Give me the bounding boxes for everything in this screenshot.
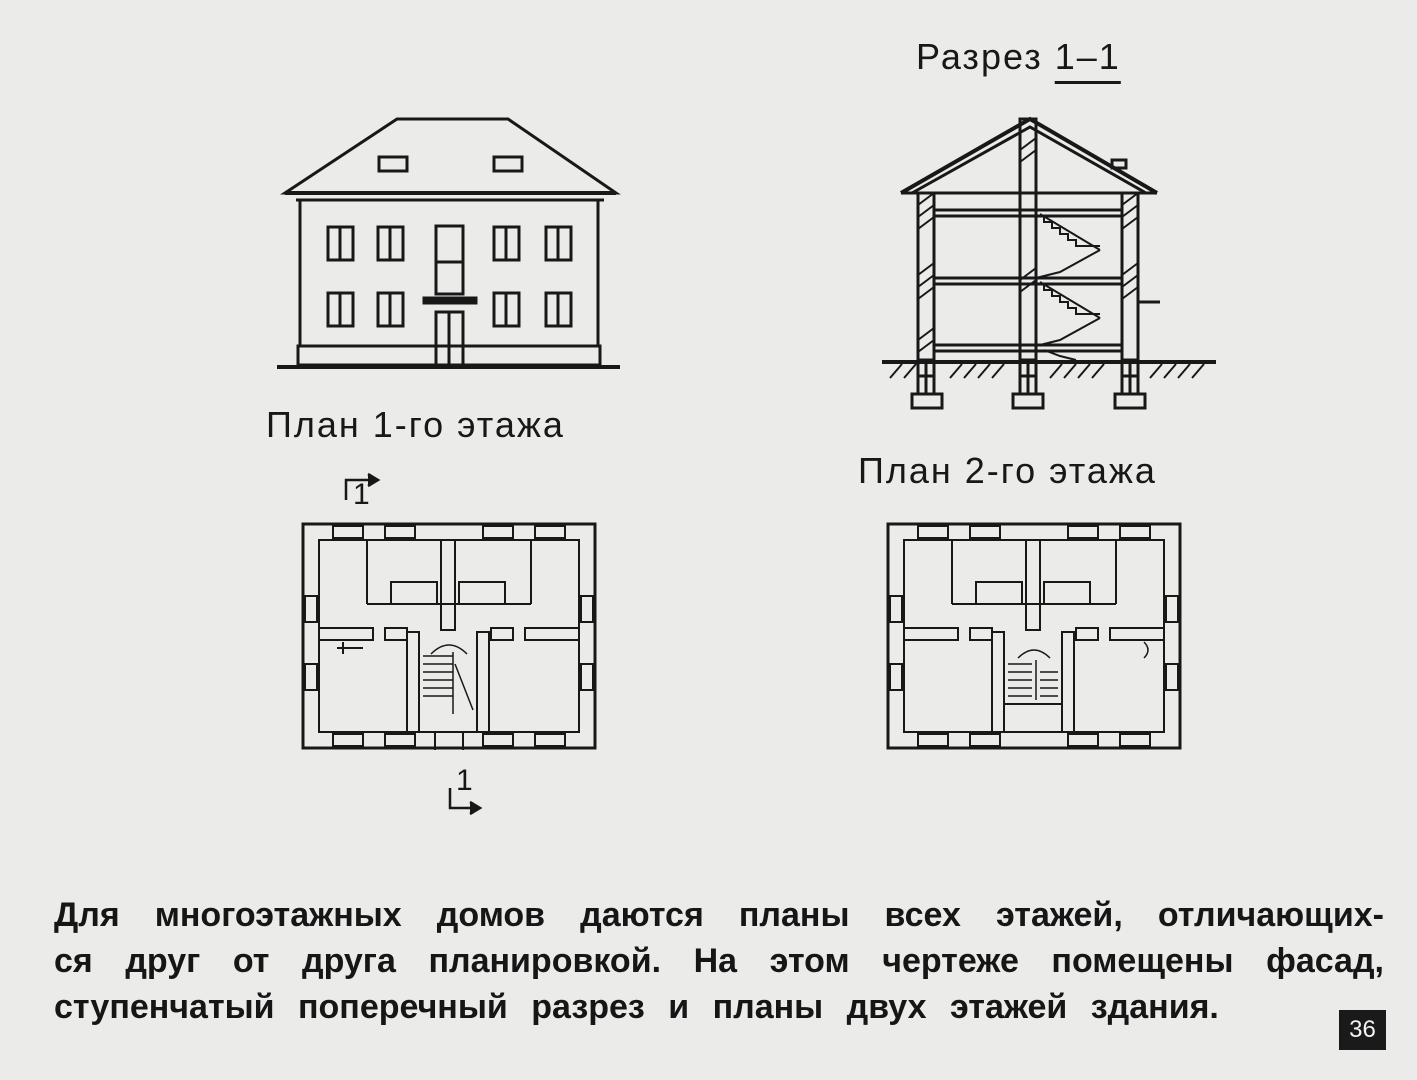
facade-canopy	[424, 298, 476, 303]
facade-upper-windows	[328, 227, 571, 260]
facade-drawing	[277, 119, 620, 367]
caption-line-2: ся друг от друга планировкой. На этом чертеже помещены фасад,	[54, 942, 1384, 980]
page-number-badge: 36	[1339, 1010, 1386, 1050]
caption-text	[54, 892, 1384, 1030]
dormer-window-right	[494, 157, 522, 171]
second-floor-plan-title: План 2-го этажа	[858, 450, 1157, 491]
section-title-number: 1–1	[1054, 36, 1121, 77]
dormer-window-left	[379, 157, 407, 171]
section-drawing	[882, 119, 1216, 408]
section-stairs	[1036, 214, 1100, 360]
section-mark-bottom-number: 1	[456, 764, 473, 797]
section-floor-slabs	[934, 210, 1122, 351]
ground-hatching	[890, 364, 1204, 378]
caption-line-1: Для многоэтажных домов даются планы всех этажей, отличающих-	[54, 896, 1384, 934]
caption-line-3: ступенчатый поперечный разрез и планы двух этажей здания.	[54, 988, 1219, 1026]
first-floor-plan-drawing	[303, 524, 595, 750]
section-foundations	[912, 362, 1145, 408]
section-title-prefix: Разрез	[916, 36, 1043, 77]
second-floor-plan-drawing	[888, 524, 1180, 748]
facade-roof	[285, 119, 616, 193]
section-title	[916, 36, 1121, 78]
facade-stair-window	[436, 226, 463, 294]
section-mark-top-number: 1	[353, 478, 370, 511]
first-floor-plan-title: План 1-го этажа	[266, 404, 565, 445]
